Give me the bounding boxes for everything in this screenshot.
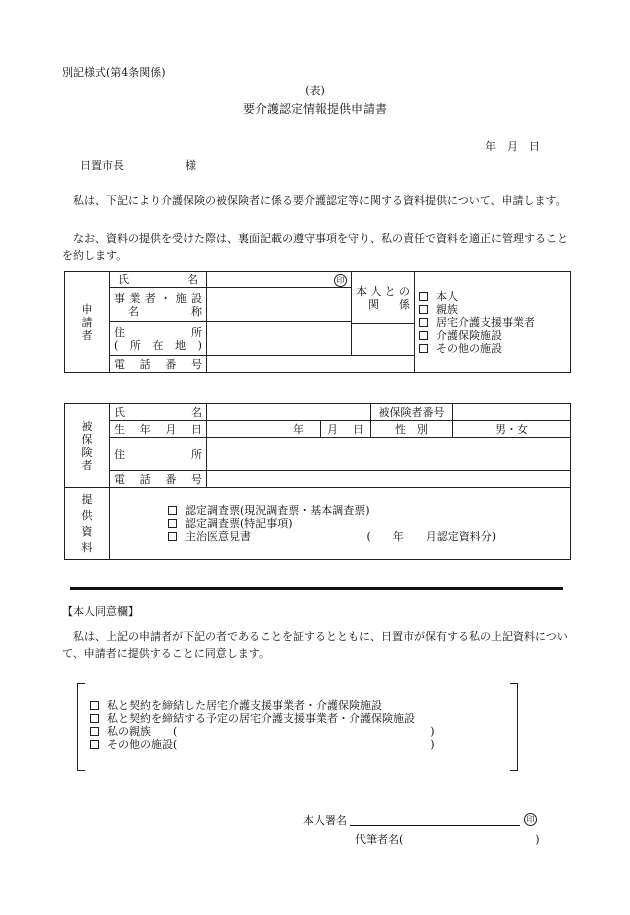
consent-options: [90, 699, 435, 751]
insured-address-field[interactable]: [207, 438, 571, 471]
consent-option-contracted[interactable]: 私と契約を締結した居宅介護支援事業者・介護保険施設: [90, 699, 435, 712]
relation-option-relative[interactable]: 親族: [419, 303, 566, 316]
material-option-doctor-opinion[interactable]: 主治医意見書 ( 年 月認定資料分): [168, 530, 566, 543]
relation-option-self[interactable]: 本人: [419, 290, 566, 303]
applicant-table: [64, 271, 571, 373]
insured-dob-label: 生 年 月 日: [110, 421, 207, 438]
signature-line[interactable]: [350, 825, 520, 826]
bracket-left: [77, 683, 85, 771]
materials-options: [110, 488, 571, 560]
applicant-address-field[interactable]: [207, 322, 352, 356]
business-name-field[interactable]: [207, 288, 352, 322]
intro-paragraph-2: なお、資料の提供を受けた際は、裏面記載の遵守事項を守り、私の責任で資料を適正に管理することを約します。: [62, 232, 568, 262]
insured-number-field[interactable]: [453, 404, 571, 421]
checkbox-icon: [419, 305, 428, 314]
consent-option-other[interactable]: その他の施設( ): [90, 738, 435, 751]
insured-sex-label: 性 別: [371, 421, 453, 438]
insured-name-label: 氏 名: [110, 404, 207, 421]
applicant-phone-field[interactable]: [207, 356, 415, 373]
insured-section-label: 被 保 険 者: [65, 404, 110, 488]
material-option-survey[interactable]: 認定調査票(現況調査票・基本調査票): [168, 504, 566, 517]
checkbox-icon: [168, 506, 177, 515]
insured-number-label: 被保険者番号: [371, 404, 453, 421]
addressee-honorific: 様: [185, 159, 196, 172]
checkbox-icon: [419, 292, 428, 301]
applicant-section-label: 申 請 者: [65, 272, 110, 373]
applicant-name-field[interactable]: [207, 272, 352, 288]
form-side-label: (表): [305, 84, 325, 97]
section-divider: [70, 587, 563, 590]
checkbox-icon: [90, 714, 99, 723]
material-period: ( 年 月認定資料分): [366, 530, 497, 543]
relation-option-other[interactable]: その他の施設: [419, 342, 566, 355]
business-name-label: 事 業 者 ・ 施 設 名 称: [110, 288, 207, 322]
addressee: 日置市長: [80, 159, 124, 172]
insured-name-field[interactable]: [207, 404, 371, 421]
insured-phone-field[interactable]: [207, 471, 571, 488]
checkbox-icon: [419, 344, 428, 353]
checkbox-icon: [90, 740, 99, 749]
applicant-phone-label: 電 話 番 号: [110, 356, 207, 373]
checkbox-icon: [419, 318, 428, 327]
checkbox-icon: [90, 727, 99, 736]
insured-address-label: 住 所: [110, 438, 207, 471]
seal-mark: 印: [524, 813, 537, 826]
insured-table: [64, 403, 571, 560]
checkbox-icon: [90, 701, 99, 710]
date-field[interactable]: 年 月 日: [485, 140, 540, 153]
checkbox-icon: [168, 519, 177, 528]
consent-option-relative[interactable]: 私の親族 ( ): [90, 725, 435, 738]
page-title: 要介護認定情報提供申請書: [242, 102, 387, 116]
dob-month-day-field[interactable]: 月 日: [321, 421, 371, 438]
bracket-right: [510, 683, 518, 771]
relation-option-facility[interactable]: 介護保険施設: [419, 329, 566, 342]
relation-option-care-manager[interactable]: 居宅介護支援事業者: [419, 316, 566, 329]
dob-year-field[interactable]: 年: [207, 421, 321, 438]
insured-sex-field[interactable]: 男・女: [453, 421, 571, 438]
form-reference: 別記様式(第4条関係): [62, 66, 166, 79]
consent-paragraph: 私は、上記の申請者が下記の者であることを証するとともに、日置市が保有する私の上記資料について、申請者に提供することに同意します。: [62, 630, 568, 660]
consent-option-planned[interactable]: 私と契約を締結する予定の居宅介護支援事業者・介護保険施設: [90, 712, 435, 725]
insured-phone-label: 電 話 番 号: [110, 471, 207, 488]
checkbox-icon: [168, 532, 177, 541]
self-signature-label: 本人署名: [303, 814, 347, 827]
seal-mark: 印: [334, 274, 347, 287]
materials-section-label: 提 供 資 料: [65, 488, 110, 560]
checkbox-icon: [419, 331, 428, 340]
intro-paragraph-1: 私は、下記により介護保険の被保険者に係る要介護認定等に関する資料提供について、申請します。: [73, 194, 567, 207]
relation-label: 本 人 と の 関 係: [352, 272, 415, 324]
relation-options: [415, 272, 571, 373]
applicant-address-label: 住 所 ( 所 在 地 ): [110, 322, 207, 356]
material-option-special-notes[interactable]: 認定調査票(特記事項): [168, 517, 566, 530]
signature-seal: [524, 812, 537, 826]
consent-heading: 【本人同意欄】: [62, 605, 139, 618]
proxy-signature-field[interactable]: 代筆者名( ): [355, 833, 540, 846]
applicant-name-label: 氏 名: [110, 272, 207, 288]
